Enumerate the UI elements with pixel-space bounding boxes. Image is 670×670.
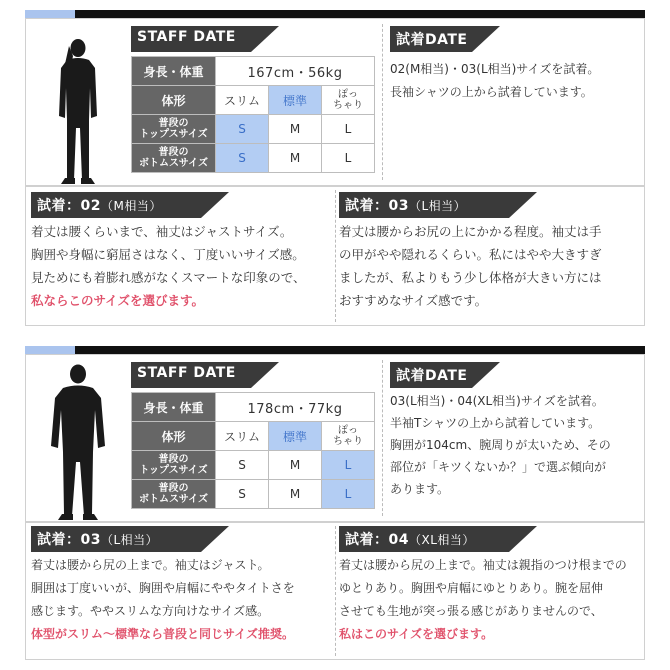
bottoms-size-s: S [216,480,269,509]
height-weight-label: 身長・体重 [132,393,216,422]
bottoms-size-l: L [322,480,375,509]
bottoms-size-label: 普段の ボトムスサイズ [132,480,216,509]
bottoms-size-l: L [322,144,375,173]
card-divider [382,360,383,516]
review-size-note: （XL相当） [408,533,475,547]
height-weight-label: 身長・体重 [132,57,216,86]
review-size-note: （M相当） [100,199,162,213]
body-type-chubby: ぽっ ちゃり [322,86,375,115]
review-text-1 [31,554,333,646]
body-type-label: 体形 [132,86,216,115]
top-bar-accent [25,10,75,18]
trial-date-title: 試着DATE [396,32,468,48]
review-highlight: 体型がスリム〜標準なら普段と同じサイズ推奨。 [31,627,295,641]
review-divider [335,190,336,322]
bottoms-size-m: M [269,144,322,173]
tops-size-l: L [322,451,375,480]
review-size-note: （L相当） [100,533,159,547]
height-weight-value: 167cm・56kg [216,57,375,86]
panel-top-bar [25,346,645,354]
staff-silhouette-icon [45,364,111,522]
height-weight-value: 178cm・77kg [216,393,375,422]
review-body: 着丈は腰から尻の上まで。袖丈は親指のつけ根までの ゆとりあり。胸囲や肩幅にゆとりあり。腕を屈伸 させても生地が突っ張る感じがありませんので、 [339,558,627,618]
review-divider [335,526,336,656]
review-label: 試着：03 [37,532,101,548]
tops-size-label: 普段の トップスサイズ [132,115,216,144]
tops-size-l: L [322,115,375,144]
staff-spec-table [131,392,375,509]
review-header-1 [31,526,229,552]
staff-date-header [131,362,279,388]
body-type-standard: 標準 [269,422,322,451]
body-type-chubby: ぽっ ちゃり [322,422,375,451]
review-header-2 [339,526,537,552]
panel-top-bar [25,10,645,18]
staff-date-title: STAFF DATE [137,365,236,381]
bottoms-size-label: 普段の ボトムスサイズ [132,144,216,173]
tops-size-m: M [269,451,322,480]
review-highlight: 私ならこのサイズを選びます。 [31,293,205,308]
review-text-1 [31,220,331,312]
tops-size-s: S [216,451,269,480]
trial-date-title: 試着DATE [396,368,468,384]
review-label: 試着：04 [345,532,409,548]
review-body: 着丈は腰からお尻の上にかかる程度。袖丈は手 の甲がやや隠れるくらい。私にはやや大きすぎ ましたが、私よりもう少し体格が大きい方には おすすめなサイズ感です。 [339,224,602,308]
body-type-label: 体形 [132,422,216,451]
review-header-2 [339,192,537,218]
bottoms-size-m: M [269,480,322,509]
top-bar-accent [25,346,75,354]
trial-date-header [390,362,500,388]
trial-date-header [390,26,500,52]
staff-panel-2 [25,346,645,662]
review-text-2 [339,554,643,646]
body-type-slim: スリム [216,422,269,451]
staff-date-title: STAFF DATE [137,29,236,45]
body-type-standard: 標準 [269,86,322,115]
review-body: 着丈は腰くらいまで、袖丈はジャストサイズ。 胸囲や身幅に窮屈さはなく、丁度いいサイズ感。 見ためにも着膨れ感がなくスマートな印象ので、 [31,224,306,285]
review-header-1 [31,192,229,218]
trial-text: 03(L相当)・04(XL相当)サイズを試着。 半袖Tシャツの上から試着しています。 胸囲が104cm、腕周りが太いため、その 部位が「キツくないか？」で選ぶ傾向が あります。 [390,394,611,496]
review-text-2 [339,220,643,312]
tops-size-s: S [216,115,269,144]
tops-size-m: M [269,115,322,144]
bottoms-size-s: S [216,144,269,173]
staff-panel-1 [25,10,645,326]
tops-size-label: 普段の トップスサイズ [132,451,216,480]
review-label: 試着：02 [37,198,101,214]
review-body: 着丈は腰から尻の上まで。袖丈はジャスト。 胴囲は丁度いいが、胸囲や肩幅にややタイトさを 感じます。ややスリムな方向けなサイズ感。 [31,558,295,618]
card-divider [382,24,383,180]
review-label: 試着：03 [345,198,409,214]
staff-date-header [131,26,279,52]
review-highlight: 私はこのサイズを選びます。 [339,627,494,641]
staff-silhouette-icon [45,38,111,186]
body-type-slim: スリム [216,86,269,115]
trial-text: 02(M相当)・03(L相当)サイズを試着。 長袖シャツの上から試着しています。 [390,62,600,99]
review-size-note: （L相当） [408,199,467,213]
staff-spec-table [131,56,375,173]
